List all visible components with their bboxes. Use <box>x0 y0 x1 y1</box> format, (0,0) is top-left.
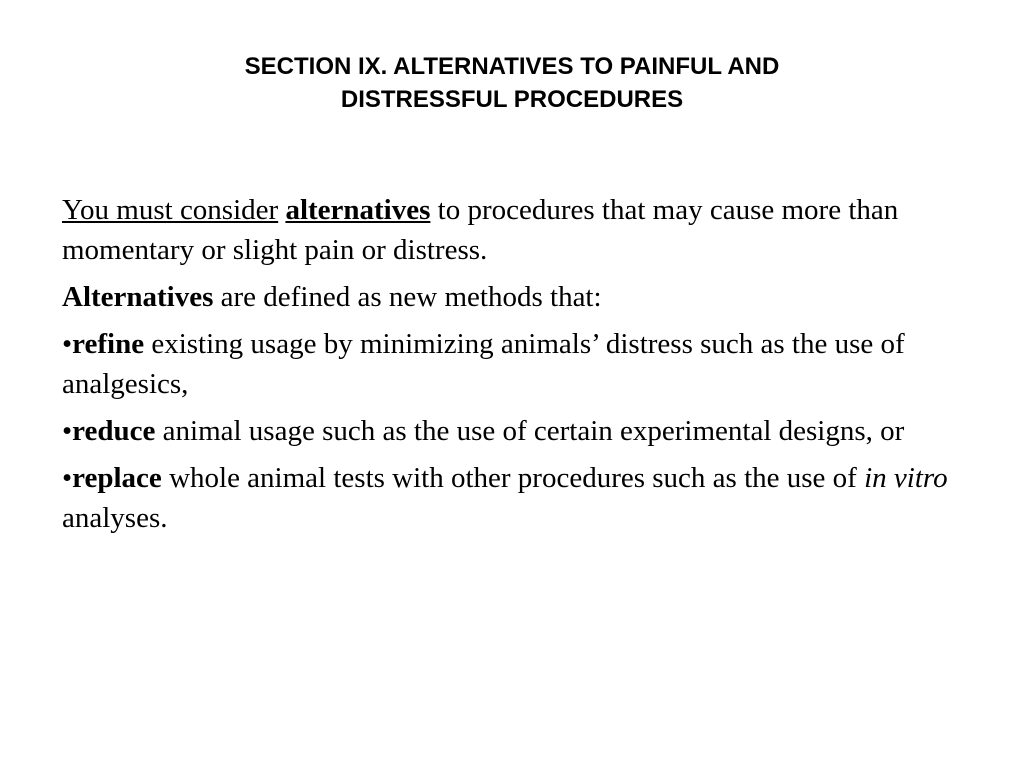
intro-keyword: alternatives <box>285 194 431 226</box>
bullet-item-reduce <box>62 411 962 451</box>
definition-paragraph <box>62 277 962 317</box>
slide-body <box>62 190 962 545</box>
title-line-1: SECTION IX. ALTERNATIVES TO PAINFUL AND <box>244 53 780 80</box>
bullet-marker: • <box>62 415 73 447</box>
bullet-item-replace <box>62 458 962 538</box>
bullet-marker: • <box>62 328 73 360</box>
bullet-keyword: reduce <box>72 415 156 447</box>
bullet-keyword: replace <box>72 462 162 494</box>
bullet-text: animal usage such as the use of certain experimental designs, or <box>155 415 905 447</box>
intro-rest: to procedures that may cause more than momentary or slight pain or distress. <box>62 194 899 266</box>
intro-lead: You must consider <box>62 194 279 226</box>
bullet-tail: analyses. <box>62 502 168 534</box>
definition-keyword: Alternatives <box>62 281 214 313</box>
bullet-marker: • <box>62 462 73 494</box>
bullet-italic-term: in vitro <box>864 462 948 494</box>
page-title <box>60 50 964 116</box>
bullet-text: whole animal tests with other procedures such as the use of <box>161 462 865 494</box>
intro-paragraph <box>62 190 962 270</box>
title-line-2: DISTRESSFUL PROCEDURES <box>340 86 684 113</box>
definition-rest: are defined as new methods that: <box>213 281 602 313</box>
bullet-text: existing usage by minimizing animals’ distress such as the use of analgesics, <box>62 328 905 400</box>
bullet-keyword: refine <box>72 328 145 360</box>
bullet-item-refine <box>62 324 962 404</box>
